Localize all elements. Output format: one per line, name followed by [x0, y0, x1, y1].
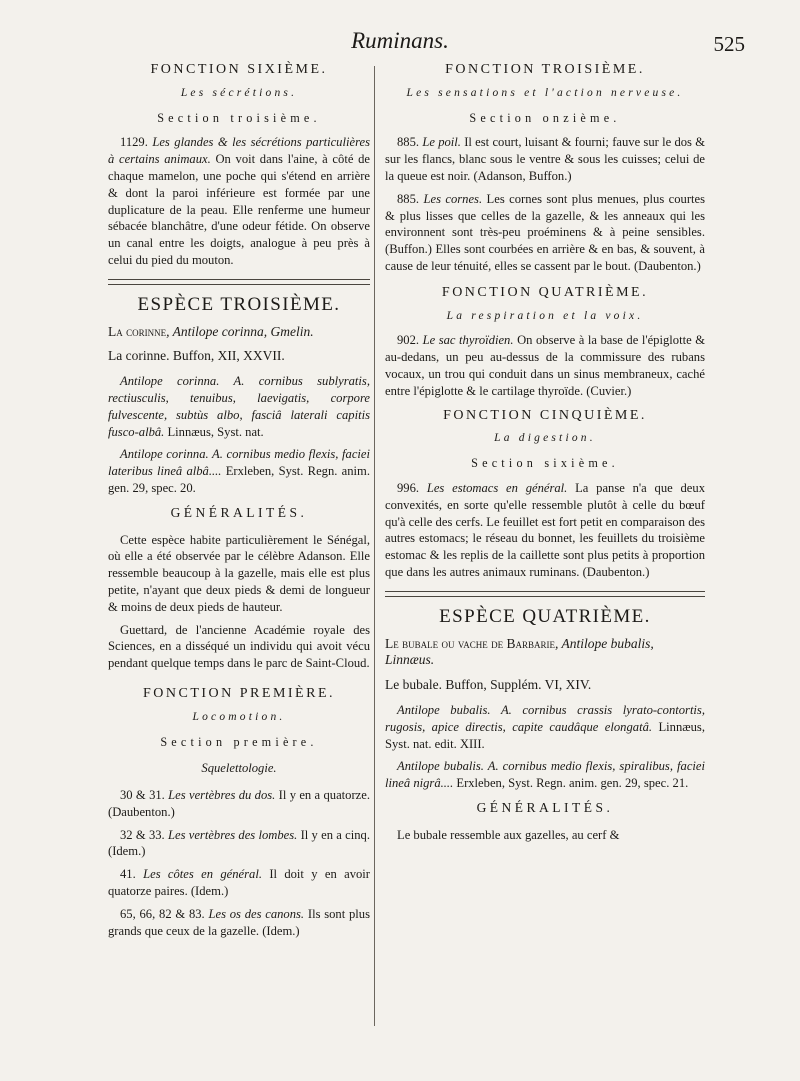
synonym-diagnosis: Antilope bubalis. A. cornibus medio flexis, spiralibus, faciei lineâ nigrâ.... — [385, 759, 705, 791]
item-paragraph — [108, 787, 370, 821]
section-heading: Section troisième. — [157, 110, 321, 125]
synonym-diagnosis: Antilope corinna. A. cornibus sublyratis, rectiusculis, tenuibus, laevigatis, corpore fulvescente, subtùs albo, fasciâ laterali capitis fusco-albâ. — [108, 374, 370, 439]
item-paragraph — [108, 827, 370, 861]
subsection-heading: Squelettologie. — [201, 761, 277, 776]
item-text: Ils sont plus grands que ceux de la gazelle. (Idem.) — [108, 906, 370, 938]
species-latin-name: , Antilope bubalis, Linnæus. — [385, 635, 654, 668]
item-paragraph — [108, 906, 370, 940]
synonym-erxleben — [385, 758, 705, 792]
generalities-heading: GÉNÉRALITÉS. — [170, 504, 308, 520]
paragraph-title: Les glandes & les sécrétions particulières à certains animaux. — [108, 135, 370, 167]
section-heading: Section onzième. — [469, 110, 621, 125]
species-common-name: La corinne — [108, 323, 167, 339]
paragraph-title: Le poil. — [422, 135, 461, 150]
species-name — [108, 324, 370, 341]
function-heading: FONCTION TROISIÈME. — [445, 62, 645, 77]
paragraph-996 — [385, 480, 705, 581]
item-number: 30 & 31. — [120, 788, 165, 803]
left-column — [108, 60, 370, 945]
item-text: Il y en a cinq. (Idem.) — [108, 827, 370, 859]
synonym-erxleben — [108, 446, 370, 496]
generalities-heading: GÉNÉRALITÉS. — [476, 799, 614, 815]
synonym-source: Linnæus, Syst. nat. — [167, 424, 264, 439]
synonym-source: Erxleben, Syst. Regn. anim. gen. 29, spec. 20. — [108, 464, 370, 495]
item-title: Les vertèbres du dos. — [168, 788, 276, 803]
species-heading: ESPÈCE QUATRIÈME. — [439, 605, 651, 627]
double-rule — [108, 279, 370, 285]
paragraph-text: On observe à la base de l'épiglotte & au-dedans, un peu au-dessus de la commissure des rubans vocaux, un trou qui conduit dans un sinus membraneux, caché entre l'épiglotte & le cartilage thyroïde. (Cuvier.) — [385, 333, 705, 398]
paragraph-1129 — [108, 134, 370, 268]
item-title: Les côtes en général. — [143, 867, 262, 882]
paragraph-number: 1129. — [120, 135, 148, 150]
species-reference: Le bubale. Buffon, Supplém. VI, XIV. — [385, 677, 592, 693]
synonym-diagnosis: Antilope corinna. A. cornibus medio flexis, faciei lateribus lineâ albâ.... — [108, 447, 370, 479]
page-number: 525 — [713, 32, 745, 56]
species-common-name: Le bubale ou vache de Barbarie — [385, 635, 555, 651]
subject-heading: La digestion. — [494, 432, 596, 445]
running-header — [0, 14, 800, 56]
paragraph-885 — [385, 134, 705, 184]
section-heading: Section première. — [160, 734, 318, 749]
function-heading: FONCTION PREMIÈRE. — [142, 685, 335, 701]
item-number: 32 & 33. — [120, 827, 165, 842]
double-rule — [385, 591, 705, 597]
item-text: Il y en a quatorze. (Daubenton.) — [108, 788, 370, 819]
item-number: 41. — [120, 867, 136, 882]
column-divider — [374, 66, 375, 1026]
paragraph-text: Il est court, luisant & fourni; fauve sur le dos & sur les flancs, blanc sous le ventre & sous les cuisses; celui de la queue est noir. (Adanson, Buffon.) — [385, 135, 706, 183]
item-text: Il doit y en avoir quatorze paires. (Idem.) — [108, 867, 370, 899]
function-heading: FONCTION QUATRIÈME. — [441, 284, 649, 300]
generalities-paragraph: Cette espèce habite particulièrement le Sénégal, où elle a été observée par le célèbre Adanson. Elle ressemble beaucoup à la gazelle, mais elle est plus petite, n'ayant que deux pieds & demi de longueur & moins de deux pieds de hauteur. — [108, 532, 370, 614]
item-paragraph — [108, 866, 370, 900]
paragraph-title: Les cornes. — [423, 191, 483, 206]
species-heading: ESPÈCE TROISIÈME. — [137, 293, 341, 315]
subject-heading: Locomotion. — [192, 710, 286, 723]
paragraph-885b — [385, 191, 705, 275]
synonym-linnaeus — [385, 702, 705, 752]
paragraph-text: Les cornes sont plus menues, plus courtes & plus lisses que celles de la gazelle, & les anneaux qui les environnent sont très-peu proéminens & à peine sensibles. (Buffon.) Elles sont courbées en arrière & en bas, & souvent, à cause de leur ténuité, elles se cassent par le bout. (Daubenton.) — [385, 191, 706, 273]
function-heading: FONCTION CINQUIÈME. — [443, 407, 647, 423]
paragraph-text: On voit dans l'aine, à côté de chaque mamelon, une poche qui s'étend en arrière & dont la paroi inférieure est formée par une duplicature de la peau. Elle renferme une humeur sébacée blanchâtre, d'une odeur fétide. On observe un canal entre les doigts, analogue à peu près à celui du pied du mouton. — [108, 152, 370, 267]
item-title: Les vertèbres des lombes. — [167, 827, 298, 842]
section-heading: Section sixième. — [471, 456, 619, 471]
subject-heading: La respiration et la voix. — [446, 309, 644, 322]
species-reference: La corinne. Buffon, XII, XXVII. — [108, 348, 285, 364]
generalities-paragraph: Le bubale ressemble aux gazelles, au cerf & — [397, 827, 620, 842]
synonym-diagnosis: Antilope bubalis. A. cornibus crassis lyrato-contortis, rugosis, apice directis, capite caudâque elongatâ. — [385, 702, 705, 734]
subject-heading: Les sécrétions. — [180, 86, 298, 99]
paragraph-number: 996. — [397, 480, 420, 495]
paragraph-number: 885. — [397, 191, 420, 206]
species-name — [385, 636, 705, 670]
function-heading: FONCTION SIXIÈME. — [150, 62, 328, 77]
subject-heading: Les sensations et l'action nerveuse. — [406, 86, 684, 99]
right-column — [385, 60, 705, 849]
item-title: Les os des canons. — [208, 906, 305, 921]
synonym-linnaeus — [108, 373, 370, 440]
running-title: Ruminans. — [351, 28, 449, 53]
paragraph-text: La panse n'a que deux convexités, en sorte qu'elle ressemble plutôt à celle du bœuf qu'à celle des cerfs. Le feuillet est fort petit en comparaison des autres estomacs; le réseau du bonnet, les feuillets du troisième estomac & les replis de la caillette sont plus petits à proportion que dans les autres animaux ruminans. (Daubenton.) — [385, 480, 705, 579]
generalities-paragraph: Guettard, de l'ancienne Académie royale des Sciences, en a disséqué un individu qui avoit vécu pendant quelque temps dans le parc de Saint-Cloud. — [108, 622, 370, 671]
paragraph-number: 902. — [397, 333, 420, 348]
synonym-source: Linnæus, Syst. nat. edit. XIII. — [385, 719, 705, 751]
item-number: 65, 66, 82 & 83. — [120, 906, 205, 921]
paragraph-number: 885. — [397, 135, 420, 150]
paragraph-title: Le sac thyroïdien. — [422, 333, 514, 348]
species-latin-name: , Antilope corinna, Gmelin. — [166, 323, 314, 339]
paragraph-title: Les estomacs en général. — [426, 480, 568, 495]
paragraph-902 — [385, 332, 705, 399]
synonym-source: Erxleben, Syst. Regn. anim. gen. 29, spec. 21. — [456, 776, 689, 791]
